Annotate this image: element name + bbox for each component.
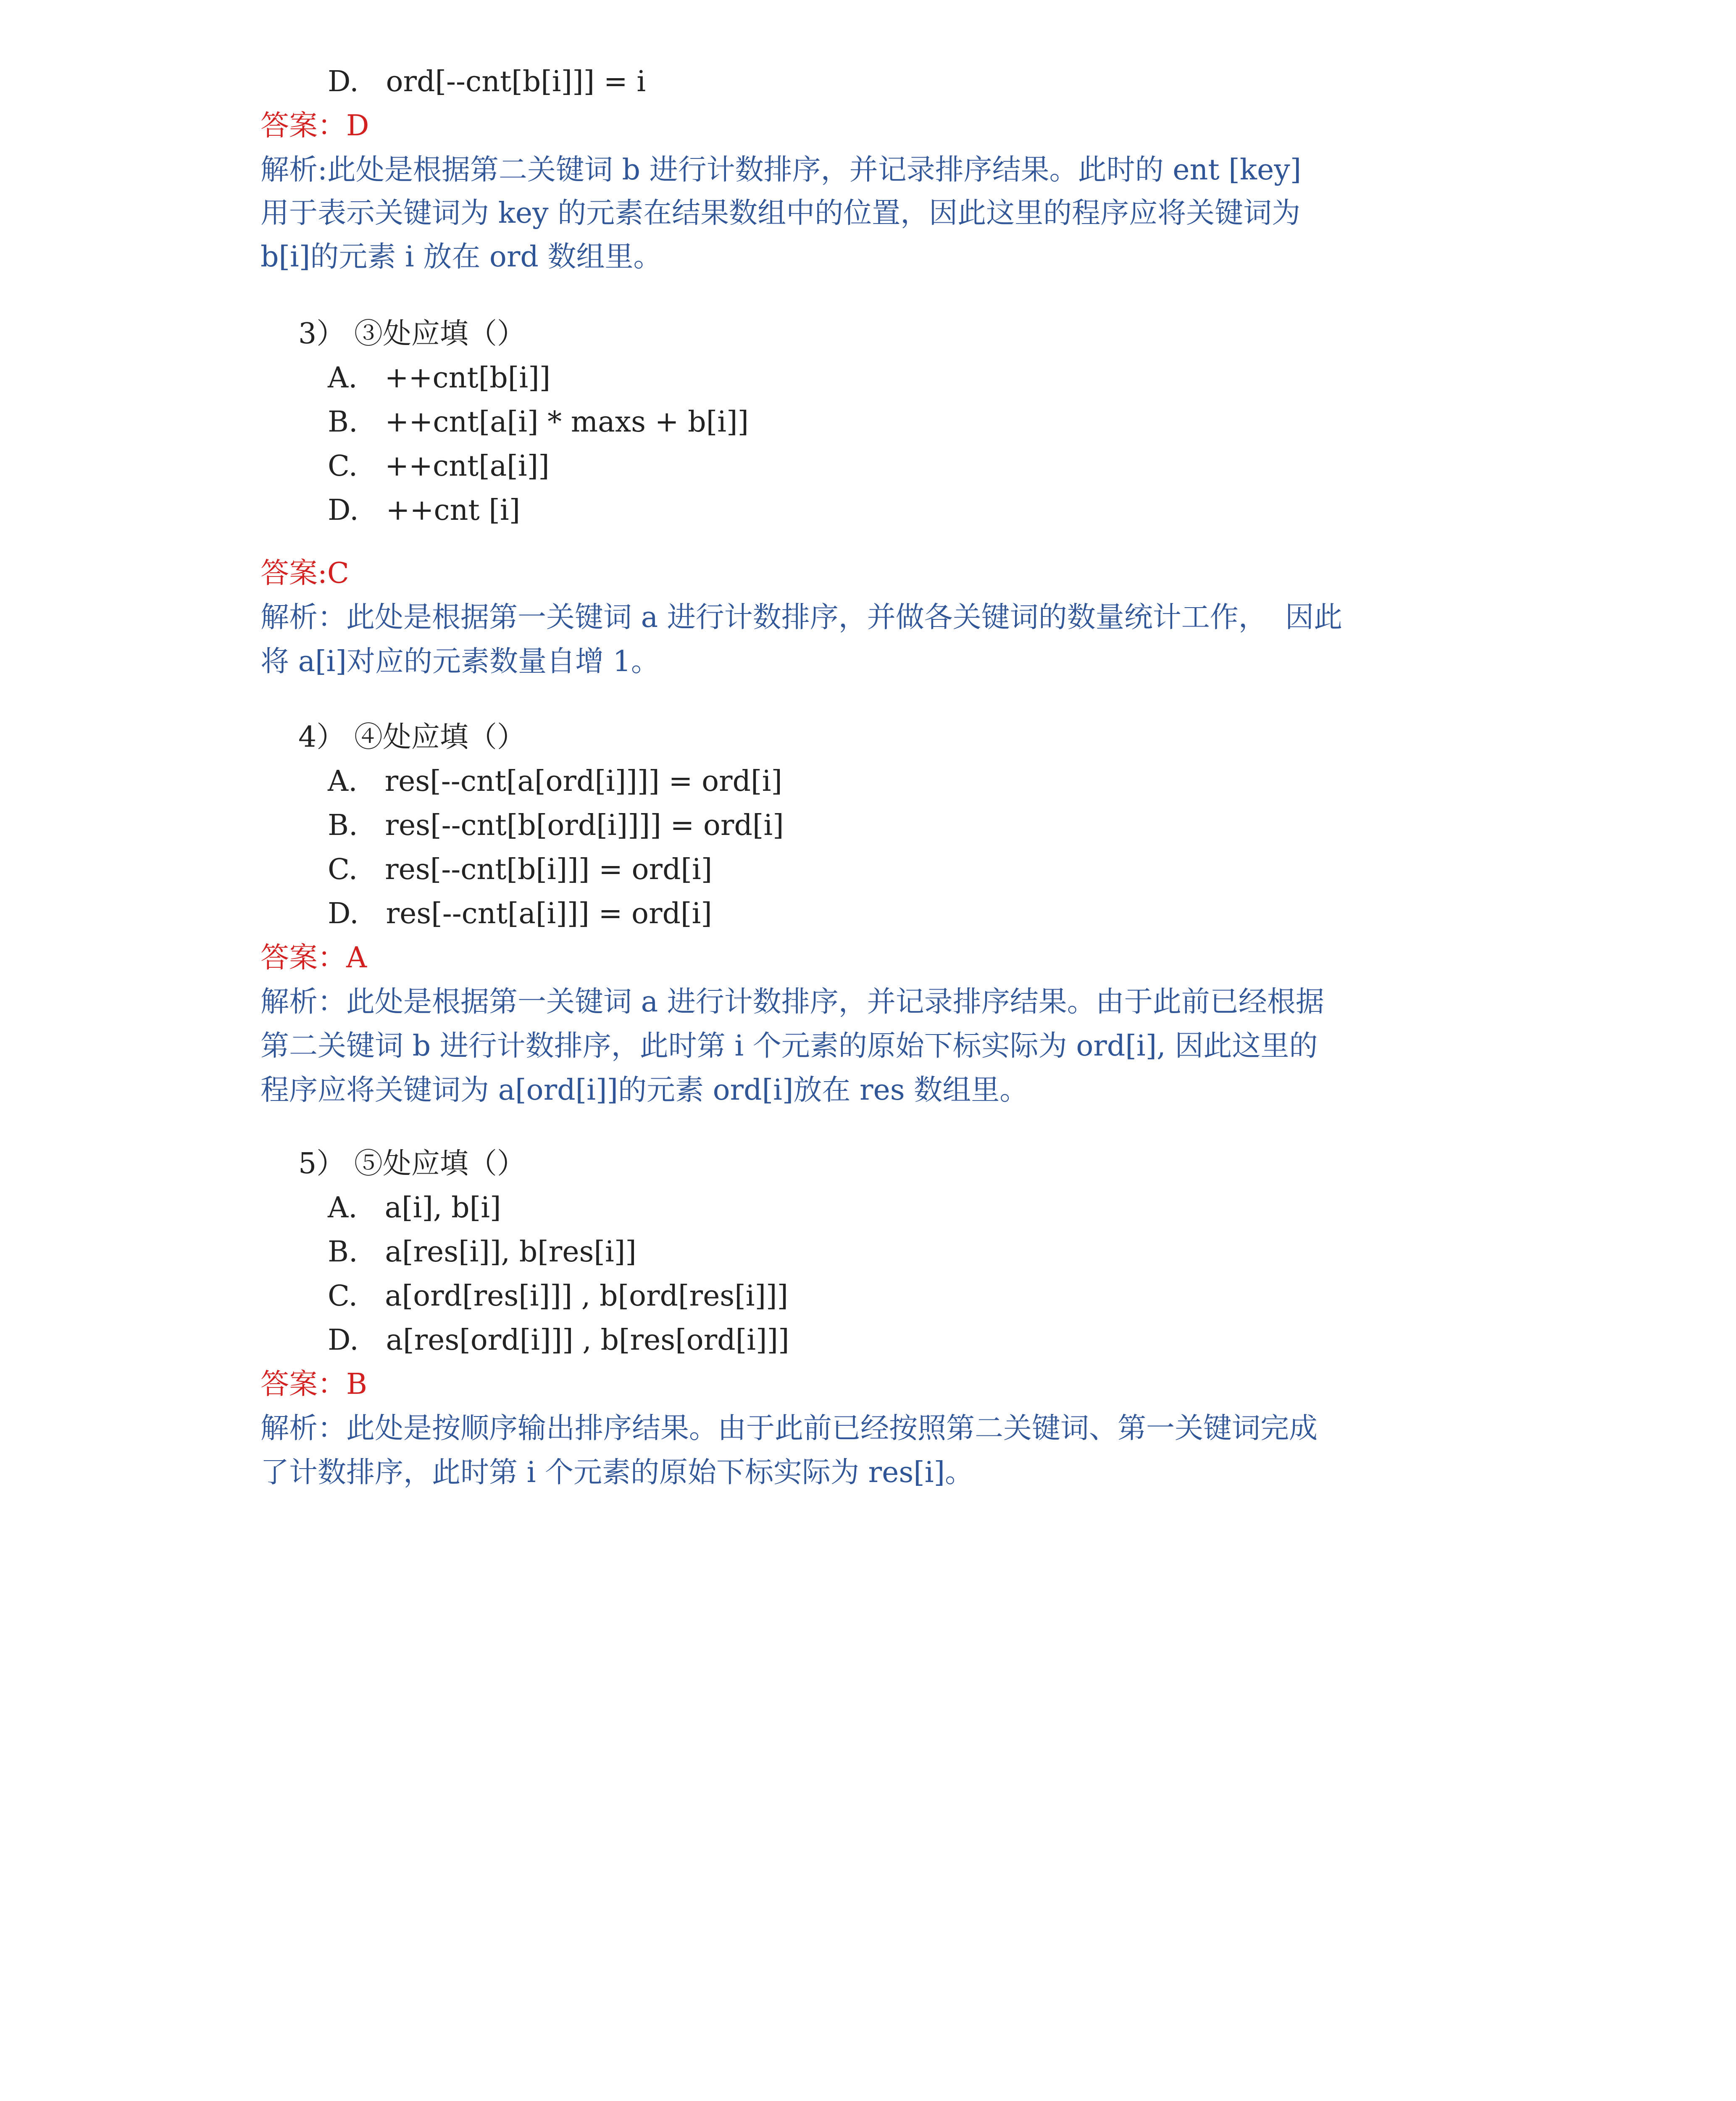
q4-option-c: C. res[--cnt[b[i]]] = ord[i]: [328, 853, 713, 886]
q5-option-a: A. a[i], b[i]: [328, 1191, 501, 1224]
q3-explanation-line: 解析：此处是根据第一关键词 a 进行计数排序，并做各关键词的数量统计工作， 因此: [260, 601, 1343, 634]
q5-answer: 答案：B: [260, 1368, 367, 1401]
q3-option-a: A. ++cnt[b[i]]: [328, 361, 551, 395]
q5-title: 5） ⑤处应填（）: [298, 1147, 526, 1180]
q5-option-b: B. a[res[i]], b[res[i]]: [328, 1235, 637, 1269]
q3-option-d: D. ++cnt [i]: [328, 494, 521, 527]
q2-answer: 答案：D: [260, 109, 369, 142]
q3-explanation-line: 将 a[i]对应的元素数量自增 1。: [260, 645, 660, 678]
q4-title: 4） ④处应填（）: [298, 721, 526, 754]
q3-answer: 答案:C: [260, 557, 349, 590]
q5-option-c: C. a[ord[res[i]]] , b[ord[res[i]]]: [328, 1280, 789, 1313]
q5-explanation-line: 了计数排序，此时第 i 个元素的原始下标实际为 res[i]。: [260, 1456, 974, 1489]
q5-explanation-line: 解析：此处是按顺序输出排序结果。由于此前已经按照第二关键词、第一关键词完成: [260, 1412, 1318, 1445]
q2-option-d: D. ord[--cnt[b[i]]] = i: [328, 65, 646, 98]
q4-option-a: A. res[--cnt[a[ord[i]]]] = ord[i]: [328, 765, 782, 798]
q4-explanation-line: 程序应将关键词为 a[ord[i]]的元素 ord[i]放在 res 数组里。: [260, 1074, 1028, 1107]
q2-explanation-line: 解析:此处是根据第二关键词 b 进行计数排序，并记录排序结果。此时的 ent [key]: [260, 153, 1302, 187]
q2-explanation-line: b[i]的元素 i 放在 ord 数组里。: [260, 240, 662, 274]
q3-option-c: C. ++cnt[a[i]]: [328, 450, 550, 483]
q4-explanation-line: 解析：此处是根据第一关键词 a 进行计数排序，并记录排序结果。由于此前已经根据: [260, 985, 1324, 1019]
q2-explanation-line: 用于表示关键词为 key 的元素在结果数组中的位置，因此这里的程序应将关键词为: [260, 197, 1301, 230]
q5-option-d: D. a[res[ord[i]]] , b[res[ord[i]]]: [328, 1324, 789, 1357]
q4-explanation-line: 第二关键词 b 进行计数排序，此时第 i 个元素的原始下标实际为 ord[i], 因此这里的: [260, 1029, 1318, 1063]
q4-option-b: B. res[--cnt[b[ord[i]]]] = ord[i]: [328, 809, 784, 842]
q3-title: 3） ③处应填（）: [298, 317, 526, 350]
q4-answer: 答案：A: [260, 941, 367, 974]
q3-option-b: B. ++cnt[a[i] * maxs + b[i]]: [328, 405, 749, 439]
q4-option-d: D. res[--cnt[a[i]]] = ord[i]: [328, 897, 712, 930]
